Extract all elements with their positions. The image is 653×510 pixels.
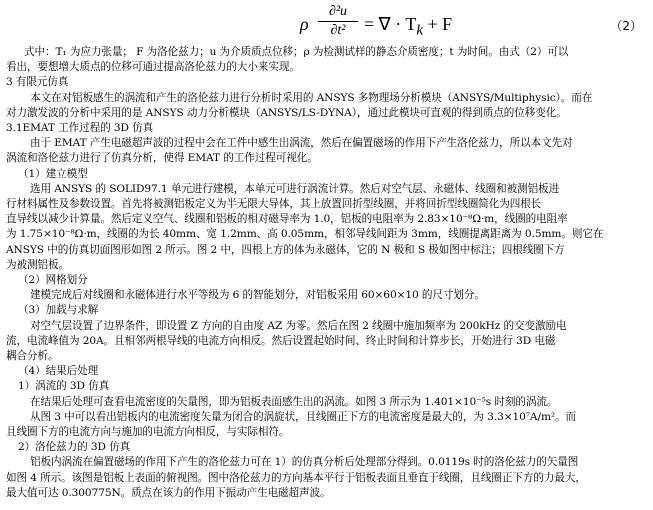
text-line: 在结果后处理可查看电流密度的矢量图，即为铝板表面感生出的涡流。如图 3 所示为 1.401×10⁻⁵s 时刻的涡流。 — [30, 395, 558, 408]
section-heading: 3 有限元仿真 — [6, 76, 69, 89]
text-line: 为被测铝板。 — [6, 258, 69, 271]
text-line: 直导线以减少计算量。然后定义空气、线圈和铝板的相对磁导率为 1.0，铝板的电阻率为 2.83×10⁻⁸Ω·m，线圈的电阻率 — [6, 213, 568, 226]
text-line: 对空气层设置了边界条件，即设置 Z 方向的自由度 AZ 为零。然后在图 2 线圈中施加频率为 200kHz 的交变激励电 — [30, 319, 567, 332]
eq-numerator: ∂²u — [328, 4, 348, 19]
text-line: 为 1.75×10⁻⁸Ω·m，线圈的为长 40mm、宽 1.2mm、高 0.05mm，相邻导线间距为 3mm，线圈提离距离为 0.5mm。则它在 — [6, 228, 604, 241]
text-line: 行材料属性及参数设置。首先将被测铝板定义为半无限大导体，其上放置回折型线圈，并将回折型线圈简化为四根长 — [6, 198, 542, 210]
text-line: 由于 EMAT 产生电磁超声波的过程中会在工件中感生出涡流，然后在偏置磁场的作用下产生洛伦兹力，所以本文先对 — [30, 137, 573, 150]
step-heading: （2）网格划分 — [18, 274, 88, 286]
text-line: 涡流和洛伦兹力进行了仿真分析，使得 EMAT 的工作过程可视化。 — [6, 152, 318, 165]
text-line: 如图 4 所示。该图是铝板上表面的俯视图。图中洛伦兹力的方向基本平行于铝板表面且垂直于线圈，且线圈正下方的力最大， — [6, 471, 586, 484]
text-line: 最大值可达 0.300775N。质点在该力的作用下振动产生电磁超声波。 — [6, 486, 331, 499]
text-line: 看出，要想增大质点的位移可通过提高洛伦兹力的大小来实现。 — [6, 61, 300, 74]
eq-fraction — [318, 4, 358, 39]
wave-equation — [290, 4, 650, 44]
text-line: 建模完成后对线圈和永磁体进行水平等级为 6 的智能划分，对铝板采用 60×60×10 的尺寸划分。 — [30, 289, 485, 302]
text-line: ANSYS 中的仿真切面图形如图 2 所示。图 2 中，四根上方的体为永磁体，它的 N 极和 S 极如图中标注；四根线圈下方 — [6, 243, 565, 256]
subsection-heading: 3.1EMAT 工作过程的 3D 仿真 — [6, 122, 154, 134]
text-line: 铝板内涡流在偏置磁场的作用下产生的洛伦兹力可在 1）的仿真分析后处理部分得到。0.0119s 时的洛伦兹力的矢量图 — [30, 456, 579, 469]
item-heading: 1）涡流的 3D 仿真 — [18, 380, 110, 393]
text-line: 从图 3 中可以看出铝板内的电流密度矢量为闭合的涡旋状，且线圈正下方的电流密度是最大的，为 3.3×10⁷A/m²。而 — [30, 410, 577, 423]
text-line: 耦合分析。 — [6, 350, 59, 362]
text-line: 式中：T₁ 为应力张量； F 为洛伦兹力；u 为介质质点位移；ρ 为检测试样的静态介质密度；t 为时间。由式（2）可以 — [24, 46, 569, 58]
eq-number: （2） — [610, 19, 642, 33]
text-line: 且线圈下方的电流方向与施加的电流方向相反，与实际相符。 — [6, 426, 290, 438]
text-line: 对力激发波的分析中采用的是 ANSYS 动力分析模块（ANSYS/LS-DYNA），通过此模块可直观的得到质点的位移变化。 — [6, 106, 567, 119]
text-line: 选用 ANSYS 的 SOLID97.1 单元进行建模，本单元可进行涡流计算。然后对空气层、永磁体、线圈和被测铝板进 — [30, 182, 560, 195]
step-heading: （4）结果后处理 — [18, 365, 99, 378]
step-heading: （1）建立模型 — [18, 167, 88, 180]
item-heading: 2）洛伦兹力的 3D 仿真 — [18, 441, 131, 454]
eq-rho: ρ — [300, 14, 309, 34]
text-line: 流，电流峰值为 20A。且相邻两根导线的电流方向相反。然后设置起始时间、终止时间和计算步长，开始进行 3D 电磁 — [6, 334, 556, 347]
eq-rhs: = ∇ · $T_k + F$ — [364, 14, 453, 39]
step-heading: （3）加载与求解 — [18, 304, 99, 317]
eq-denominator: ∂t² — [330, 23, 346, 38]
text-line: 本文在对铝板感生的涡流和产生的洛伦兹力进行分析时采用的 ANSYS 多物理场分析模块（ANSYS/Multiphysic）。而在 — [30, 91, 593, 104]
